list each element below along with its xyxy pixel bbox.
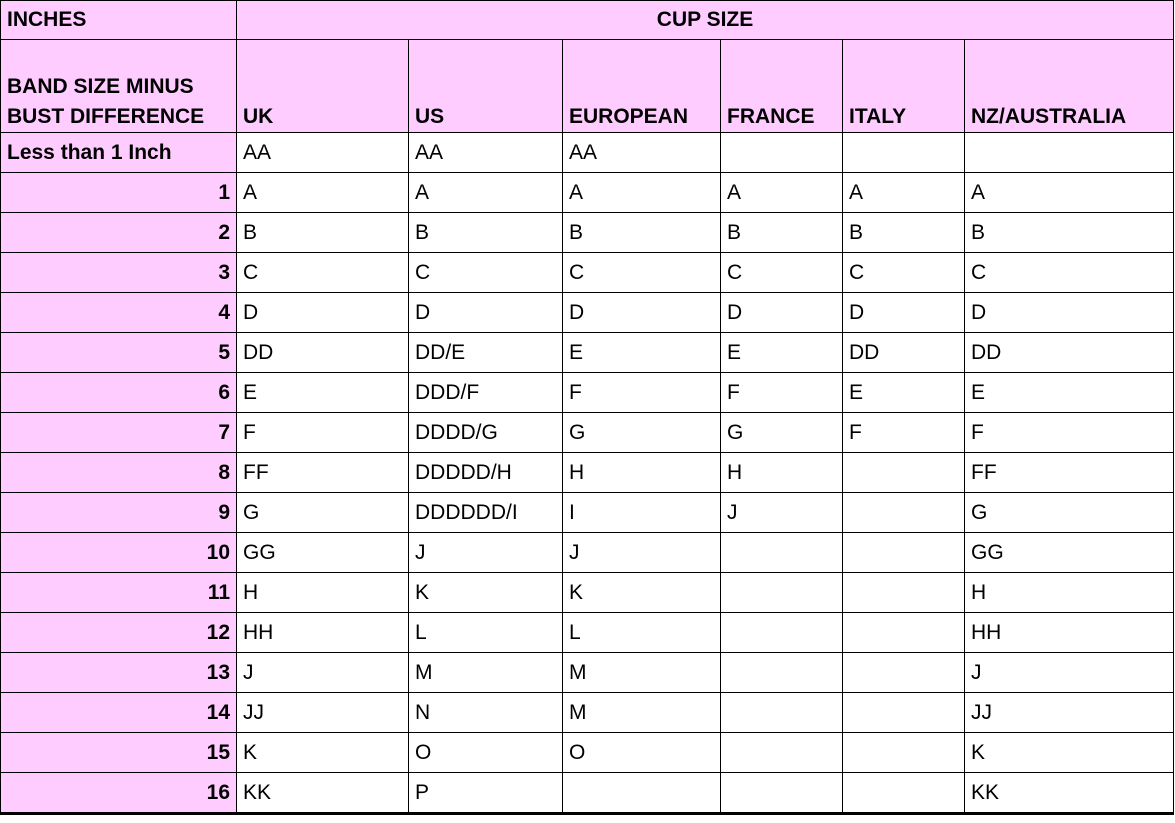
us-cell: M [409,653,563,693]
italy-cell [843,733,965,773]
table-row [1,653,1174,693]
band-difference-cell: 4 [1,293,237,333]
france-cell [721,573,843,613]
band-difference-cell: 14 [1,693,237,733]
nz-australia-cell: B [965,213,1174,253]
band-difference-cell: 10 [1,533,237,573]
uk-cell: F [237,413,409,453]
european-cell: O [563,733,721,773]
table-row [1,573,1174,613]
us-cell: DDDDD/H [409,453,563,493]
italy-cell: C [843,253,965,293]
band-difference-cell: 6 [1,373,237,413]
band-difference-cell: 5 [1,333,237,373]
header-row-columns [1,40,1174,133]
uk-cell: KK [237,773,409,814]
italy-cell: A [843,173,965,213]
table-row [1,613,1174,653]
band-difference-cell: 7 [1,413,237,453]
column-header-france: FRANCE [721,40,843,133]
table-row [1,333,1174,373]
france-cell [721,533,843,573]
table-row [1,453,1174,493]
italy-cell [843,453,965,493]
nz-australia-cell: A [965,173,1174,213]
france-cell: D [721,293,843,333]
band-difference-cell: 8 [1,453,237,493]
us-cell: J [409,533,563,573]
european-cell: AA [563,133,721,173]
italy-cell: DD [843,333,965,373]
band-size-header-line2: BUST DIFFERENCE [7,105,205,128]
table-row [1,533,1174,573]
france-cell [721,613,843,653]
band-difference-cell: 12 [1,613,237,653]
column-header-us: US [409,40,563,133]
uk-cell: C [237,253,409,293]
italy-cell [843,653,965,693]
nz-australia-cell: E [965,373,1174,413]
uk-cell: H [237,573,409,613]
us-cell: K [409,573,563,613]
nz-australia-cell: C [965,253,1174,293]
column-header-nz-australia: NZ/AUSTRALIA [965,40,1174,133]
table-row [1,253,1174,293]
france-cell: F [721,373,843,413]
european-cell [563,773,721,814]
european-cell: F [563,373,721,413]
european-cell: J [563,533,721,573]
table-row [1,413,1174,453]
band-difference-cell: 3 [1,253,237,293]
france-cell [721,653,843,693]
us-cell: B [409,213,563,253]
us-cell: DDDD/G [409,413,563,453]
italy-cell [843,693,965,733]
band-difference-cell: 15 [1,733,237,773]
column-header-european: EUROPEAN [563,40,721,133]
table-row [1,493,1174,533]
france-cell: B [721,213,843,253]
france-cell [721,773,843,814]
european-cell: I [563,493,721,533]
band-difference-cell: 16 [1,773,237,814]
european-cell: A [563,173,721,213]
italy-cell: F [843,413,965,453]
european-cell: M [563,653,721,693]
france-cell [721,733,843,773]
france-cell: E [721,333,843,373]
nz-australia-cell: DD [965,333,1174,373]
band-difference-cell: 1 [1,173,237,213]
column-header-italy: ITALY [843,40,965,133]
cup-size-header: CUP SIZE [237,1,1174,40]
european-cell: D [563,293,721,333]
nz-australia-cell: K [965,733,1174,773]
band-size-header-line1: BAND SIZE MINUS [7,75,194,98]
italy-cell [843,493,965,533]
italy-cell [843,773,965,814]
us-cell: P [409,773,563,814]
uk-cell: GG [237,533,409,573]
band-difference-cell: 9 [1,493,237,533]
uk-cell: JJ [237,693,409,733]
inches-header: INCHES [1,1,237,40]
nz-australia-cell: D [965,293,1174,333]
nz-australia-cell: H [965,573,1174,613]
us-cell: AA [409,133,563,173]
european-cell: K [563,573,721,613]
france-cell: G [721,413,843,453]
france-cell [721,693,843,733]
nz-australia-cell: KK [965,773,1174,814]
european-cell: E [563,333,721,373]
france-cell [721,133,843,173]
nz-australia-cell: G [965,493,1174,533]
us-cell: O [409,733,563,773]
uk-cell: A [237,173,409,213]
band-difference-cell: Less than 1 Inch [1,133,237,173]
nz-australia-cell: JJ [965,693,1174,733]
france-cell: J [721,493,843,533]
table-row [1,173,1174,213]
uk-cell: B [237,213,409,253]
table-row [1,373,1174,413]
us-cell: DD/E [409,333,563,373]
nz-australia-cell [965,133,1174,173]
band-size-header [1,40,237,133]
uk-cell: G [237,493,409,533]
italy-cell [843,613,965,653]
italy-cell: D [843,293,965,333]
table-row [1,733,1174,773]
uk-cell: FF [237,453,409,493]
table-row [1,293,1174,333]
us-cell: N [409,693,563,733]
nz-australia-cell: HH [965,613,1174,653]
band-difference-cell: 11 [1,573,237,613]
france-cell: H [721,453,843,493]
us-cell: A [409,173,563,213]
us-cell: C [409,253,563,293]
european-cell: B [563,213,721,253]
nz-australia-cell: F [965,413,1174,453]
us-cell: DDD/F [409,373,563,413]
uk-cell: AA [237,133,409,173]
italy-cell: E [843,373,965,413]
european-cell: H [563,453,721,493]
us-cell: D [409,293,563,333]
uk-cell: E [237,373,409,413]
table-row [1,213,1174,253]
uk-cell: HH [237,613,409,653]
nz-australia-cell: FF [965,453,1174,493]
european-cell: C [563,253,721,293]
table-row [1,693,1174,733]
uk-cell: K [237,733,409,773]
european-cell: L [563,613,721,653]
us-cell: DDDDDD/I [409,493,563,533]
nz-australia-cell: GG [965,533,1174,573]
band-difference-cell: 2 [1,213,237,253]
band-difference-cell: 13 [1,653,237,693]
table-row [1,773,1174,814]
header-row-top [1,1,1174,40]
france-cell: A [721,173,843,213]
uk-cell: D [237,293,409,333]
italy-cell [843,573,965,613]
column-header-uk: UK [237,40,409,133]
european-cell: G [563,413,721,453]
us-cell: L [409,613,563,653]
france-cell: C [721,253,843,293]
nz-australia-cell: J [965,653,1174,693]
uk-cell: J [237,653,409,693]
italy-cell [843,533,965,573]
european-cell: M [563,693,721,733]
italy-cell: B [843,213,965,253]
uk-cell: DD [237,333,409,373]
italy-cell [843,133,965,173]
table-row [1,133,1174,173]
